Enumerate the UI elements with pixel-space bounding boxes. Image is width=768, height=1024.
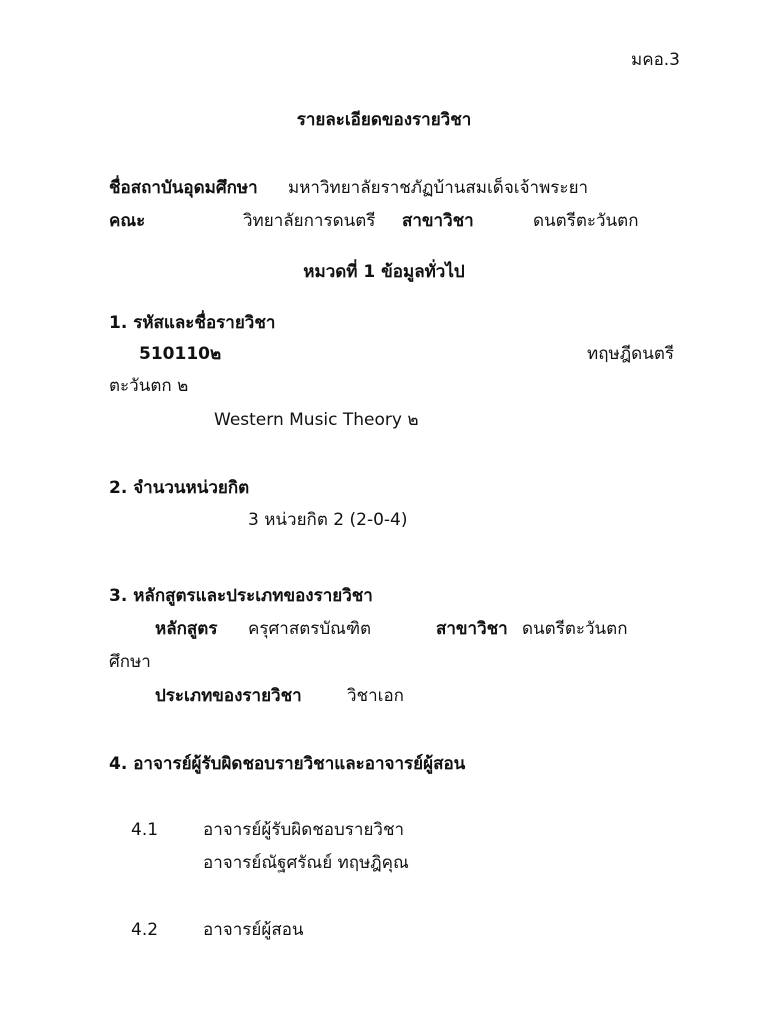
course-type-label: ประเภทของรายวิชา <box>155 686 302 706</box>
course-thai-name-part2: ตะวันตก ๒ <box>109 376 189 396</box>
faculty-major-label: สาขาวิชา <box>402 211 474 231</box>
s4-item-number: 4.1 <box>131 820 159 840</box>
institution-value: มหาวิทยาลัยราชภัฏบ้านสมเด็จเจ้าพระยา <box>288 178 589 198</box>
s4-item-number: 4.2 <box>131 920 159 940</box>
s2-heading: 2. จำนวนหน่วยกิต <box>109 478 250 498</box>
course-english-name: Western Music Theory ๒ <box>214 410 419 430</box>
course-thai-name-part1: ทฤษฎีดนตรี <box>587 344 674 364</box>
course-type-value: วิชาเอก <box>347 686 404 706</box>
section-title: หมวดที่ 1 ข้อมูลทั่วไป <box>303 262 465 282</box>
form-code: มคอ.3 <box>630 50 680 70</box>
document-title: รายละเอียดของรายวิชา <box>296 110 472 130</box>
curriculum-value: ครุศาสตรบัณฑิต <box>248 619 372 639</box>
s3-major-label: สาขาวิชา <box>436 619 508 639</box>
s4-item-label: อาจารย์ผู้สอน <box>203 920 304 940</box>
course-code: 510110๒ <box>139 344 222 364</box>
s3-major-value-cont: ศึกษา <box>109 652 151 672</box>
credits-value: 3 หน่วยกิต 2 (2-0-4) <box>248 510 408 530</box>
s4-item-label: อาจารย์ผู้รับผิดชอบรายวิชา <box>203 820 405 840</box>
s1-heading: 1. รหัสและชื่อรายวิชา <box>109 313 276 333</box>
curriculum-label: หลักสูตร <box>155 619 218 639</box>
instructor-name: อาจารย์ณัฐศรัณย์ ทฤษฎิคุณ <box>203 853 409 873</box>
faculty-major-value: ดนตรีตะวันตก <box>533 211 639 231</box>
s3-heading: 3. หลักสูตรและประเภทของรายวิชา <box>109 586 373 606</box>
institution-label: ชื่อสถาบันอุดมศึกษา <box>109 178 258 198</box>
s4-heading: 4. อาจารย์ผู้รับผิดชอบรายวิชาและอาจารย์ผู้สอน <box>109 754 466 774</box>
s3-major-value: ดนตรีตะวันตก <box>522 619 628 639</box>
faculty-label: คณะ <box>109 211 146 231</box>
faculty-value: วิทยาลัยการดนตรี <box>243 211 376 231</box>
